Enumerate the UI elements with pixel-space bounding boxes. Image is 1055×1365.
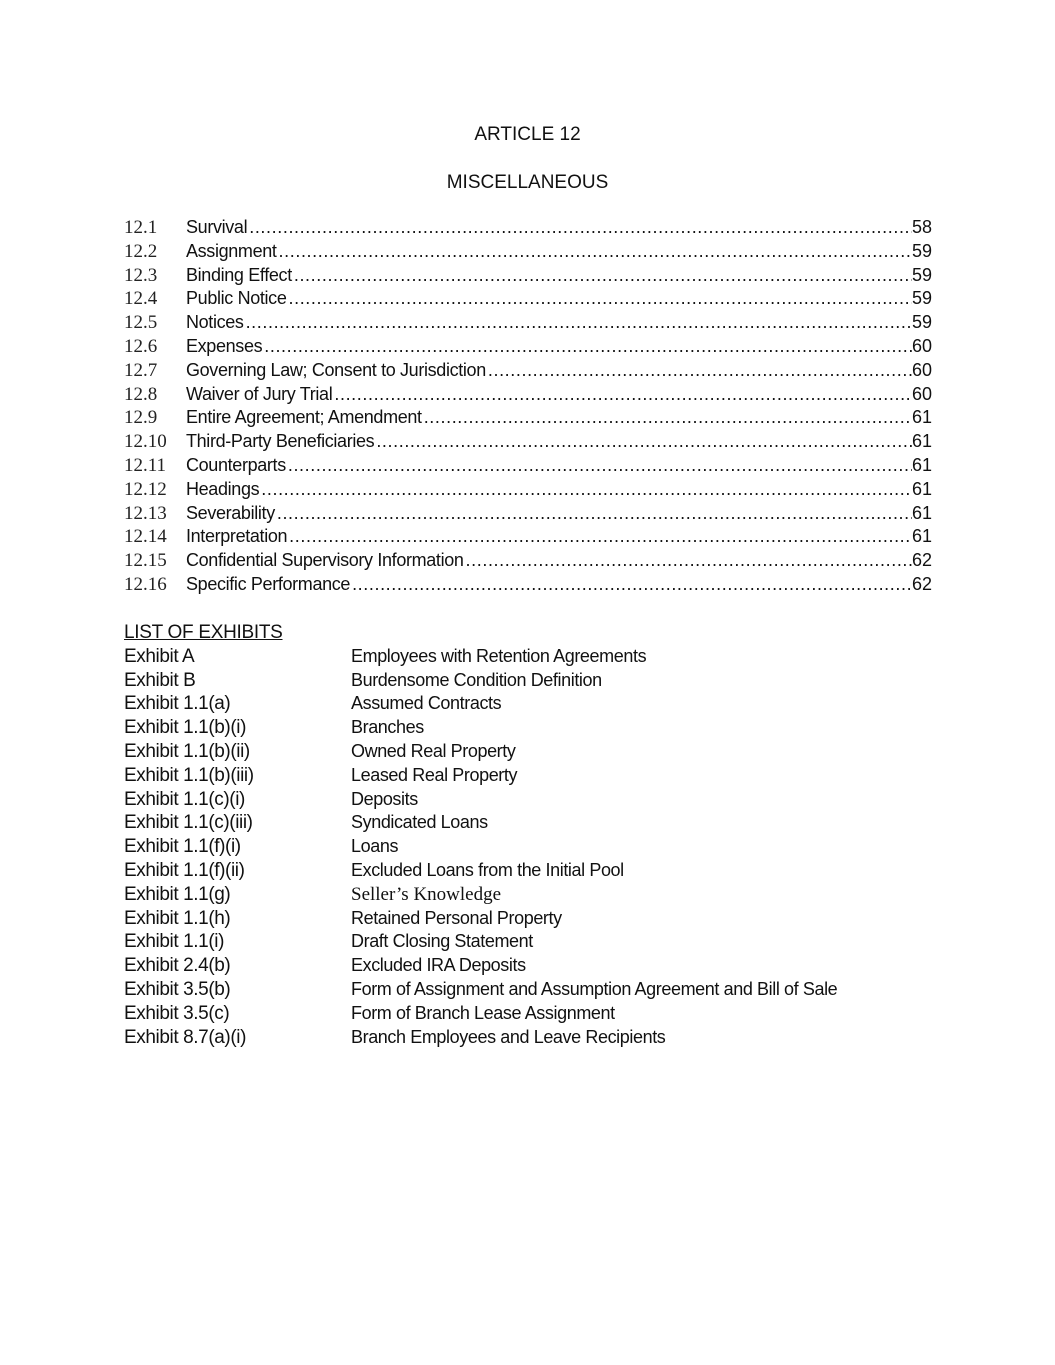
table-of-contents: [124, 216, 932, 597]
toc-entry[interactable]: [124, 311, 932, 335]
exhibit-label: Exhibit 1.1(a): [124, 693, 231, 715]
exhibit-description: Assumed Contracts: [351, 693, 502, 714]
toc-entry-page: 62: [911, 550, 932, 571]
exhibit-label: Exhibit 1.1(f)(i): [124, 836, 241, 858]
toc-leader-dots: [286, 454, 912, 478]
exhibit-item: [124, 978, 944, 1002]
toc-entry[interactable]: [124, 359, 932, 383]
exhibit-description: Excluded IRA Deposits: [351, 955, 526, 976]
toc-entry-title: Interpretation: [186, 526, 288, 547]
toc-entry-number: 12.15: [124, 550, 167, 572]
toc-entry-title: Headings: [186, 478, 260, 499]
exhibit-description: Branches: [351, 717, 424, 738]
toc-entry-page: 61: [911, 431, 932, 452]
toc-entry[interactable]: [124, 525, 932, 549]
toc-entry-number: 12.10: [124, 431, 167, 453]
toc-entry-page: 61: [911, 526, 932, 547]
toc-entry[interactable]: [124, 264, 932, 288]
toc-entry-number: 12.1: [124, 217, 158, 238]
exhibit-description: Form of Assignment and Assumption Agreement and Bill of Sale: [351, 978, 838, 999]
exhibit-label: Exhibit 3.5(b): [124, 978, 231, 1000]
toc-entry[interactable]: [124, 287, 932, 311]
exhibit-label: Exhibit 1.1(b)(ii): [124, 740, 250, 762]
toc-entry-number: 12.8: [124, 383, 158, 405]
toc-leader-dots: [262, 335, 912, 359]
toc-entry-page: 59: [911, 240, 932, 261]
exhibit-label: Exhibit 1.1(i): [124, 931, 224, 953]
toc-entry-number: 12.12: [124, 478, 167, 500]
list-of-exhibits: [124, 621, 944, 1049]
exhibit-description: Branch Employees and Leave Recipients: [351, 1026, 666, 1047]
toc-entry-page: 58: [911, 217, 932, 237]
exhibit-item: [124, 669, 944, 693]
exhibit-description: Leased Real Property: [351, 764, 518, 785]
toc-entry-title: Severability: [186, 502, 275, 523]
exhibit-label: Exhibit 1.1(c)(i): [124, 788, 245, 810]
exhibit-label: Exhibit 8.7(a)(i): [124, 1026, 247, 1048]
toc-entry-page: 61: [911, 478, 932, 499]
toc-entry-title: Public Notice: [186, 288, 287, 309]
exhibit-description: Retained Personal Property: [351, 907, 562, 928]
toc-leader-dots: [277, 240, 912, 264]
toc-leader-dots: [464, 549, 912, 573]
toc-leader-dots: [332, 383, 912, 407]
toc-leader-dots: [275, 502, 912, 526]
exhibit-item: [124, 811, 944, 835]
toc-entry-title: Third-Party Beneficiaries: [186, 431, 375, 452]
exhibit-item: [124, 930, 944, 954]
toc-entry-title: Entire Agreement; Amendment: [186, 407, 422, 428]
exhibit-description: Burdensome Condition Definition: [351, 669, 602, 690]
toc-entry-number: 12.5: [124, 312, 158, 334]
toc-entry-title: Confidential Supervisory Information: [186, 550, 464, 571]
exhibit-label: Exhibit 1.1(c)(iii): [124, 812, 253, 834]
exhibit-label: Exhibit B: [124, 669, 196, 691]
toc-entry-title: Expenses: [186, 335, 263, 356]
toc-entry-number: 12.16: [124, 573, 167, 595]
exhibit-label: Exhibit 1.1(g): [124, 883, 231, 905]
toc-entry-title: Assignment: [186, 240, 277, 261]
exhibit-item: [124, 859, 944, 883]
toc-leader-dots: [486, 359, 912, 383]
exhibit-item: [124, 907, 944, 931]
exhibit-item: [124, 645, 944, 669]
toc-leader-dots: [259, 478, 912, 502]
toc-entry-number: 12.9: [124, 407, 158, 429]
exhibit-label: Exhibit 1.1(f)(ii): [124, 859, 245, 881]
toc-leader-dots: [287, 525, 912, 549]
toc-leader-dots: [247, 216, 912, 240]
exhibit-label: Exhibit 1.1(b)(i): [124, 717, 247, 739]
exhibit-label: Exhibit A: [124, 645, 195, 667]
toc-entry[interactable]: [124, 478, 932, 502]
exhibit-description: Owned Real Property: [351, 740, 516, 761]
toc-entry-page: 60: [911, 359, 932, 380]
exhibit-description: Employees with Retention Agreements: [351, 645, 647, 666]
exhibit-item: [124, 1002, 944, 1026]
toc-entry-page: 61: [911, 454, 932, 475]
exhibit-description: Loans: [351, 836, 399, 857]
toc-entry-page: 59: [911, 288, 932, 309]
toc-entry-title: Survival: [186, 217, 248, 237]
toc-entry-number: 12.13: [124, 502, 167, 524]
toc-entry-page: 60: [911, 383, 932, 404]
toc-entry-number: 12.6: [124, 335, 158, 357]
toc-entry[interactable]: [124, 406, 932, 430]
toc-entry[interactable]: [124, 216, 932, 240]
toc-entry[interactable]: [124, 335, 932, 359]
toc-leader-dots: [287, 287, 912, 311]
exhibit-label: Exhibit 1.1(b)(iii): [124, 764, 254, 786]
toc-leader-dots: [350, 573, 912, 597]
toc-entry[interactable]: [124, 502, 932, 526]
toc-leader-dots: [244, 311, 912, 335]
toc-entry-page: 61: [911, 502, 932, 523]
exhibit-label: Exhibit 3.5(c): [124, 1002, 230, 1024]
toc-entry-title: Notices: [186, 312, 244, 333]
toc-entry-title: Governing Law; Consent to Jurisdiction: [186, 359, 486, 380]
toc-entry-number: 12.2: [124, 240, 158, 262]
exhibit-description: Excluded Loans from the Initial Pool: [351, 859, 624, 880]
toc-entry-page: 61: [911, 407, 932, 428]
exhibit-label: Exhibit 1.1(h): [124, 907, 231, 929]
toc-entry-page: 60: [911, 335, 932, 356]
exhibit-item: [124, 883, 944, 907]
exhibit-description: Syndicated Loans: [351, 812, 488, 833]
toc-leader-dots: [374, 430, 912, 454]
toc-entry[interactable]: [124, 454, 932, 478]
toc-leader-dots: [292, 264, 912, 288]
toc-entry[interactable]: [124, 430, 932, 454]
article-heading: ARTICLE 12: [474, 124, 581, 145]
exhibit-description: Draft Closing Statement: [351, 931, 533, 952]
exhibit-item: [124, 716, 944, 740]
toc-entry[interactable]: [124, 240, 932, 264]
article-subheading: MISCELLANEOUS: [446, 172, 609, 193]
toc-entry-number: 12.7: [124, 359, 158, 381]
exhibit-description: Form of Branch Lease Assignment: [351, 1002, 615, 1023]
toc-entry-title: Specific Performance: [186, 573, 351, 594]
exhibit-item: [124, 692, 944, 716]
exhibit-description: Seller’s Knowledge: [351, 883, 502, 905]
exhibit-item: [124, 1026, 944, 1050]
toc-entry-number: 12.4: [124, 288, 158, 310]
toc-entry-number: 12.14: [124, 526, 167, 548]
exhibit-item: [124, 764, 944, 788]
exhibit-item: [124, 835, 944, 859]
exhibit-item: [124, 788, 944, 812]
toc-entry-number: 12.3: [124, 264, 158, 286]
exhibit-description: Deposits: [351, 788, 418, 809]
exhibit-item: [124, 954, 944, 978]
exhibit-label: Exhibit 2.4(b): [124, 955, 231, 977]
toc-entry[interactable]: [124, 383, 932, 407]
toc-entry-title: Binding Effect: [186, 264, 292, 285]
toc-entry-page: 59: [911, 264, 932, 285]
toc-entry-number: 12.11: [124, 454, 167, 476]
toc-entry[interactable]: [124, 549, 932, 573]
toc-entry-title: Counterparts: [186, 454, 286, 475]
exhibits-heading: LIST OF EXHIBITS: [124, 622, 283, 643]
toc-entry-title: Waiver of Jury Trial: [186, 383, 333, 404]
toc-entry[interactable]: [124, 573, 932, 597]
toc-entry-page: 62: [911, 573, 932, 594]
toc-leader-dots: [422, 406, 912, 430]
toc-entry-page: 59: [911, 312, 932, 333]
exhibit-item: [124, 740, 944, 764]
